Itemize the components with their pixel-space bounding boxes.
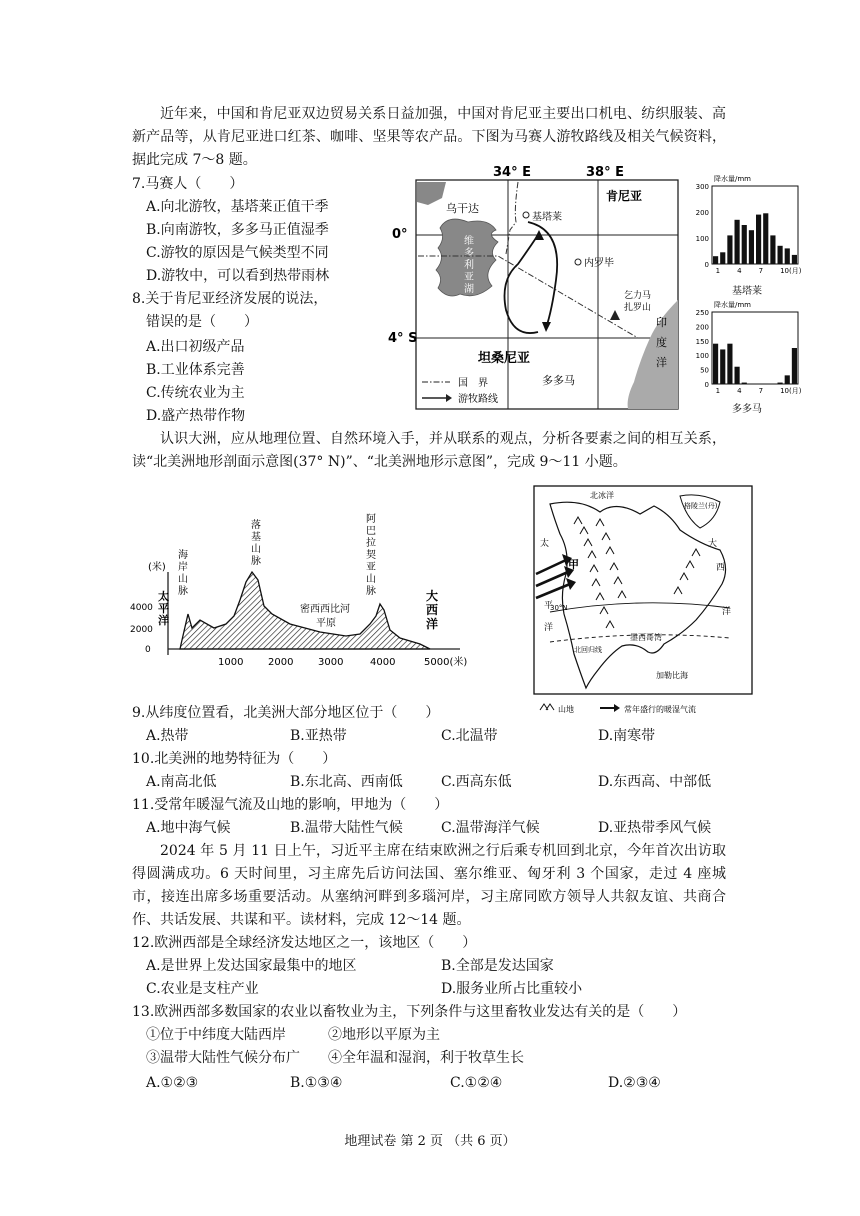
svg-text:岸: 岸 xyxy=(178,562,188,573)
intro-paragraph-north-america: 认识大洲，应从地理位置、自然环境入手，并从联系的观点，分析各要素之间的相互关系，读“北美洲地形剖面示意图(37° N)”、“北美洲地形示意图”，完成 9～11 小题。 xyxy=(132,431,726,470)
profile-xtick-2000: 2000 xyxy=(268,657,294,668)
tanzania-label: 坦桑尼亚 xyxy=(478,351,531,366)
svg-text:山: 山 xyxy=(366,574,376,585)
kitale-station-label: 基塔莱 xyxy=(732,286,762,297)
north-america-terrain-map xyxy=(530,484,756,716)
svg-text:大: 大 xyxy=(426,589,439,603)
lake-victoria-label xyxy=(464,234,474,295)
question-8-stem-cont: 错误的是（ ） xyxy=(146,314,258,330)
svg-text:阿: 阿 xyxy=(366,514,376,525)
profile-ylabel: (米) xyxy=(148,562,166,573)
rocky-mountains-label xyxy=(251,518,261,567)
q11-option-a[interactable]: A.地中海气候 xyxy=(146,820,231,836)
svg-text:洋: 洋 xyxy=(426,617,439,631)
nairobi-label: 内罗毕 xyxy=(584,258,614,269)
atlantic-char-3: 洋 xyxy=(722,607,732,617)
xtick-label: 4 xyxy=(737,387,742,395)
q13-item-2: ②地形以平原为主 xyxy=(328,1027,440,1043)
question-8-stem: 8.关于肯尼亚经济发展的说法， xyxy=(132,291,328,307)
uganda-label: 乌干达 xyxy=(446,202,479,215)
profile-ytick-2000: 2000 xyxy=(130,625,153,635)
precip-bar-month-3 xyxy=(727,344,732,384)
profile-ytick-0: 0 xyxy=(145,645,151,655)
precip-bar-month-11 xyxy=(785,375,790,384)
precip-bar-month-4 xyxy=(735,220,740,264)
profile-xtick-3000: 3000 xyxy=(318,657,344,668)
xtick-label: 7 xyxy=(758,387,764,395)
ytick-label: 0 xyxy=(704,261,709,269)
svg-text:山: 山 xyxy=(251,544,261,555)
ytick-label: 100 xyxy=(695,235,709,243)
svg-text:巴: 巴 xyxy=(366,526,376,537)
precip-bar-month-2 xyxy=(720,252,725,264)
svg-text:海: 海 xyxy=(178,550,188,561)
q12-option-b[interactable]: B.全部是发达国家 xyxy=(441,958,554,974)
svg-text:多: 多 xyxy=(464,248,474,259)
q7-option-d[interactable]: D.游牧中，可以看到热带雨林 xyxy=(146,268,330,284)
q10-option-b[interactable]: B.东北高、西南低 xyxy=(290,774,403,790)
precip-bar-month-10 xyxy=(778,246,783,264)
dodoma-map-label: 多多马 xyxy=(542,374,575,387)
legend-route-label: 游牧路线 xyxy=(458,394,498,405)
svg-text:脉: 脉 xyxy=(178,586,188,597)
q10-option-a[interactable]: A.南高北低 xyxy=(146,774,217,790)
q8-option-b[interactable]: B.工业体系完善 xyxy=(146,362,245,378)
svg-text:基: 基 xyxy=(251,532,261,543)
atlantic-char-1: 大 xyxy=(708,539,718,549)
q7-option-a[interactable]: A.向北游牧，基塔莱正值干季 xyxy=(146,199,329,215)
precip-bar-month-8 xyxy=(763,213,768,264)
question-7-stem: 7.马赛人（ ） xyxy=(132,176,244,192)
svg-text:湖: 湖 xyxy=(464,284,474,295)
q11-option-c[interactable]: C.温带海洋气候 xyxy=(441,820,540,836)
svg-text:落: 落 xyxy=(251,520,261,531)
kilimanjaro-label-1: 乞力马 xyxy=(624,291,652,301)
precip-bar-month-6 xyxy=(749,230,754,264)
q8-option-a[interactable]: A.出口初级产品 xyxy=(146,339,245,355)
legend-airflow-label: 常年盛行的暖湿气流 xyxy=(624,705,696,714)
dodoma-station-label: 多多马 xyxy=(732,404,762,415)
svg-text:山: 山 xyxy=(178,574,188,585)
q9-option-b[interactable]: B.亚热带 xyxy=(290,728,347,744)
dodoma-climate-chart xyxy=(686,298,804,418)
precip-bar-month-12 xyxy=(792,255,797,264)
precip-bar-month-12 xyxy=(792,348,797,384)
q13-item-3: ③温带大陆性气候分布广 xyxy=(146,1050,300,1066)
precip-bar-month-2 xyxy=(720,349,725,384)
q10-option-c[interactable]: C.西高东低 xyxy=(441,774,512,790)
gulf-of-mexico-label: 墨西哥湾 xyxy=(630,633,662,642)
profile-ytick-4000: 4000 xyxy=(130,603,153,613)
q13-item-1: ①位于中纬度大陆西岸 xyxy=(146,1027,286,1043)
question-9-stem: 9.从纬度位置看，北美洲大部分地区位于（ ） xyxy=(132,705,440,721)
q13-option-b[interactable]: B.①③④ xyxy=(290,1075,343,1091)
legend-airflow-arrowhead xyxy=(614,704,620,712)
svg-text:拉: 拉 xyxy=(366,538,376,549)
greenland-label: 格陵兰(丹) xyxy=(684,502,718,510)
north-america-profile-37n xyxy=(130,510,510,670)
ocean-label-2: 度 xyxy=(656,336,667,349)
kenya-label: 肯尼亚 xyxy=(606,189,643,203)
mississippi-plain-label-2: 平原 xyxy=(316,618,336,629)
question-13-stem: 13.欧洲西部多数国家的农业以畜牧业为主，下列条件与这里畜牧业发达有关的是（ ） xyxy=(132,1004,687,1020)
xtick-label: 1 xyxy=(715,267,721,275)
xtick-label: 10(月) xyxy=(780,267,802,275)
svg-text:太: 太 xyxy=(158,590,169,603)
pacific-char-2: 平 xyxy=(544,601,554,611)
legend-border-label: 国 界 xyxy=(458,378,488,389)
lat-0-label: 0° xyxy=(392,227,408,242)
q13-option-a[interactable]: A.①②③ xyxy=(146,1075,199,1091)
caribbean-sea-label: 加勒比海 xyxy=(656,671,688,680)
kitale-ylabel: 降水量/mm xyxy=(714,175,751,183)
ytick-label: 50 xyxy=(700,366,709,375)
precip-bar-month-1 xyxy=(713,344,718,384)
profile-xtick-1000: 1000 xyxy=(218,657,244,668)
coast-range-label xyxy=(178,548,188,597)
svg-text:亚: 亚 xyxy=(366,562,376,573)
q9-option-c[interactable]: C.北温带 xyxy=(441,728,498,744)
lon-38e-label: 38° E xyxy=(586,165,624,180)
legend-mountain-symbol xyxy=(540,704,554,710)
profile-xtick-5000: 5000(米) xyxy=(424,657,468,668)
question-11-stem: 11.受常年暖湿气流及山地的影响，甲地为（ ） xyxy=(132,797,449,813)
ytick-label: 250 xyxy=(695,309,709,317)
precip-bar-month-1 xyxy=(713,256,718,264)
xtick-label: 4 xyxy=(737,267,742,275)
svg-text:脉: 脉 xyxy=(366,586,376,597)
q13-option-c[interactable]: C.①②④ xyxy=(450,1075,503,1091)
question-12-stem: 12.欧洲西部是全球经济发达地区之一，该地区（ ） xyxy=(132,935,477,951)
precip-bar-month-5 xyxy=(742,225,747,264)
xtick-label: 10(月) xyxy=(780,387,802,395)
arctic-ocean-label: 北冰洋 xyxy=(590,491,614,500)
q13-option-d[interactable]: D.②③④ xyxy=(608,1075,661,1091)
svg-text:维: 维 xyxy=(464,236,474,247)
q12-option-c[interactable]: C.农业是支柱产业 xyxy=(146,981,259,997)
jia-label: 甲 xyxy=(568,558,579,571)
xtick-label: 7 xyxy=(758,267,764,275)
svg-text:洋: 洋 xyxy=(158,614,169,627)
q8-option-c[interactable]: C.传统农业为主 xyxy=(146,385,245,401)
tropic-label: 北回归线 xyxy=(574,646,602,654)
precip-bar-month-9 xyxy=(770,235,775,264)
ytick-label: 200 xyxy=(695,323,709,332)
q7-option-b[interactable]: B.向南游牧，多多马正值湿季 xyxy=(146,222,329,238)
legend-mountain-label: 山地 xyxy=(558,705,574,714)
intro-paragraph-kenya: 近年来，中国和肯尼亚双边贸易关系日益加强，中国对肯尼亚主要出口机电、纺织服装、高新产品等，从肯尼亚进口红茶、咖啡、坚果等农产品。下图为马赛人游牧路线及相关气候资料，据此完成 7～8 题。 xyxy=(132,106,726,168)
pacific-char-3: 洋 xyxy=(544,623,554,633)
svg-text:契: 契 xyxy=(366,550,376,561)
q12-option-a[interactable]: A.是世界上发达国家最集中的地区 xyxy=(146,958,357,974)
pacific-label xyxy=(157,589,169,627)
lat-4s-label: 4° S xyxy=(388,331,418,346)
svg-text:亚: 亚 xyxy=(464,272,474,283)
precip-bar-month-10 xyxy=(778,383,783,384)
q12-option-d[interactable]: D.服务业所占比重较小 xyxy=(441,981,583,997)
q9-option-d[interactable]: D.南寒带 xyxy=(598,728,656,744)
q11-option-d[interactable]: D.亚热带季风气候 xyxy=(598,820,712,836)
question-10-stem: 10.北美洲的地势特征为（ ） xyxy=(132,751,337,767)
kenya-nomad-route-map xyxy=(388,160,684,412)
profile-xtick-4000: 4000 xyxy=(370,657,396,668)
precip-bar-month-4 xyxy=(735,367,740,384)
ytick-label: 300 xyxy=(695,183,709,191)
q11-option-b[interactable]: B.温带大陆性气候 xyxy=(290,820,403,836)
page-footer: 地理试卷 第 2 页 （共 6 页） xyxy=(344,1134,516,1149)
q9-option-a[interactable]: A.热带 xyxy=(146,728,189,744)
kitale-climate-chart xyxy=(686,172,804,298)
q7-option-c[interactable]: C.游牧的原因是气候类型不同 xyxy=(146,245,329,261)
atlantic-label xyxy=(426,588,438,631)
svg-text:脉: 脉 xyxy=(251,556,261,567)
precip-bar-month-3 xyxy=(727,235,732,264)
precip-bar-month-7 xyxy=(756,215,761,264)
svg-text:平: 平 xyxy=(158,602,169,615)
kitale-label: 基塔莱 xyxy=(532,212,562,223)
precip-bar-month-5 xyxy=(742,383,747,384)
precip-bar-month-11 xyxy=(785,248,790,264)
q10-option-d[interactable]: D.东西高、中部低 xyxy=(598,774,712,790)
ocean-label-3: 洋 xyxy=(656,356,667,369)
atlantic-char-2: 西 xyxy=(716,563,726,573)
intro-paragraph-europe: 2024 年 5 月 11 日上午，习近平主席在结束欧洲之行后乘专机回到北京，今年首次出访取得圆满成功。6 天时间里，习主席先后访问法国、塞尔维亚、匈牙利 3 个国家，走过 4 座城市，接连出席多场重要活动。从塞纳河畔到多瑙河岸，习主席同欧方领导人共叙友谊、共商合作、共话发展、共谋和平。读材料，完成 12～14 题。 xyxy=(132,843,726,928)
ytick-label: 100 xyxy=(695,352,709,361)
svg-text:利: 利 xyxy=(464,260,474,271)
dodoma-ylabel: 降水量/mm xyxy=(714,301,751,309)
mississippi-plain-label-1: 密西西比河 xyxy=(300,604,350,615)
q8-option-d[interactable]: D.盛产热带作物 xyxy=(146,408,246,424)
appalachian-label xyxy=(366,513,376,597)
svg-text:西: 西 xyxy=(426,603,439,617)
xtick-label: 1 xyxy=(715,387,721,395)
pacific-char-1: 太 xyxy=(540,539,550,549)
lat-30n-label: 30°N xyxy=(550,604,568,612)
ytick-label: 150 xyxy=(695,337,709,346)
q13-item-4: ④全年温和湿润，利于牧草生长 xyxy=(328,1050,524,1066)
kilimanjaro-label-2: 扎罗山 xyxy=(624,303,652,313)
ytick-label: 0 xyxy=(704,381,709,389)
ocean-label-1: 印 xyxy=(656,316,667,329)
lon-34e-label: 34° E xyxy=(493,165,531,180)
ytick-label: 200 xyxy=(695,209,709,217)
